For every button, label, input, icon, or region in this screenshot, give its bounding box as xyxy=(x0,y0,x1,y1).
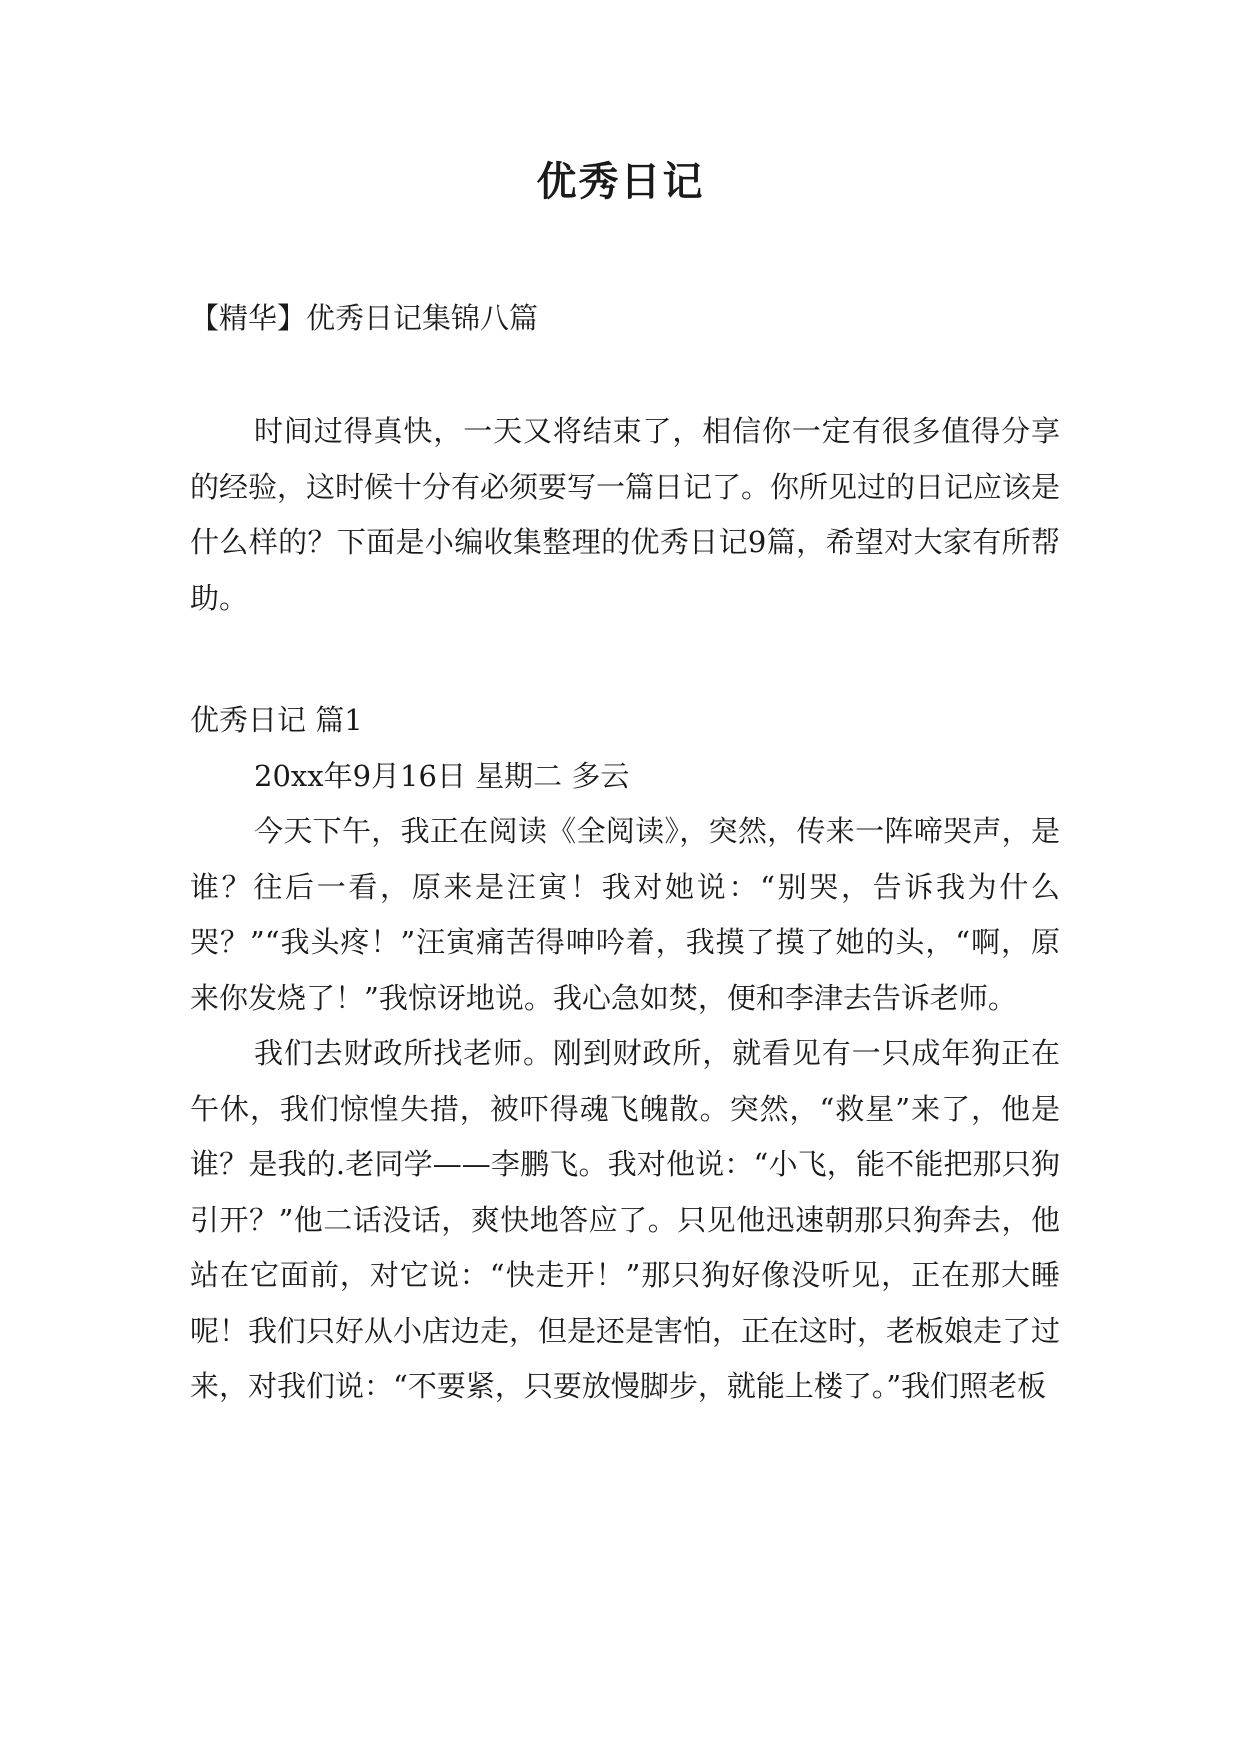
section-heading: 优秀日记 篇1 xyxy=(190,703,363,737)
diary-date-line: 20xx年9月16日 星期二 多云 xyxy=(254,758,630,793)
diary-section-1 xyxy=(190,693,1060,1415)
document-title: 优秀日记 xyxy=(536,158,705,205)
diary-paragraph: 我们去财政所找老师。刚到财政所，就看见有一只成年狗正在午休，我们惊惶失措，被吓得魂飞魄散。突然，“救星”来了，他是谁？是我的.老同学——李鹏飞。我对他说：“小飞，能不能把那只狗引开？”他二话没话，爽快地答应了。只见他迅速朝那只狗奔去，他站在它面前，对它说：“快走开！”那只狗好像没听见，正在那大睡呢！我们只好从小店边走，但是还是害怕，正在这时，老板娘走了过来，对我们说：“不要紧，只要放慢脚步，就能上楼了。”我们照老板 xyxy=(190,1036,1061,1403)
intro-paragraph: 时间过得真快，一天又将结束了，相信你一定有很多值得分享的经验，这时候十分有必须要写一篇日记了。你所见过的日记应该是什么样的？下面是小编收集整理的优秀日记9篇，希望对大家有所帮助。 xyxy=(190,414,1061,615)
document-subtitle: 【精华】优秀日记集锦八篇 xyxy=(190,301,539,335)
diary-paragraph: 今天下午，我正在阅读《全阅读》，突然，传来一阵啼哭声，是谁？往后一看，原来是汪寅！我对她说：“别哭，告诉我为什么哭？”“我头疼！”汪寅痛苦得呻吟着，我摸了摸了她的头，“啊，原来你发烧了！”我惊讶地说。我心急如焚，便和李津去告诉老师。 xyxy=(190,814,1060,1015)
